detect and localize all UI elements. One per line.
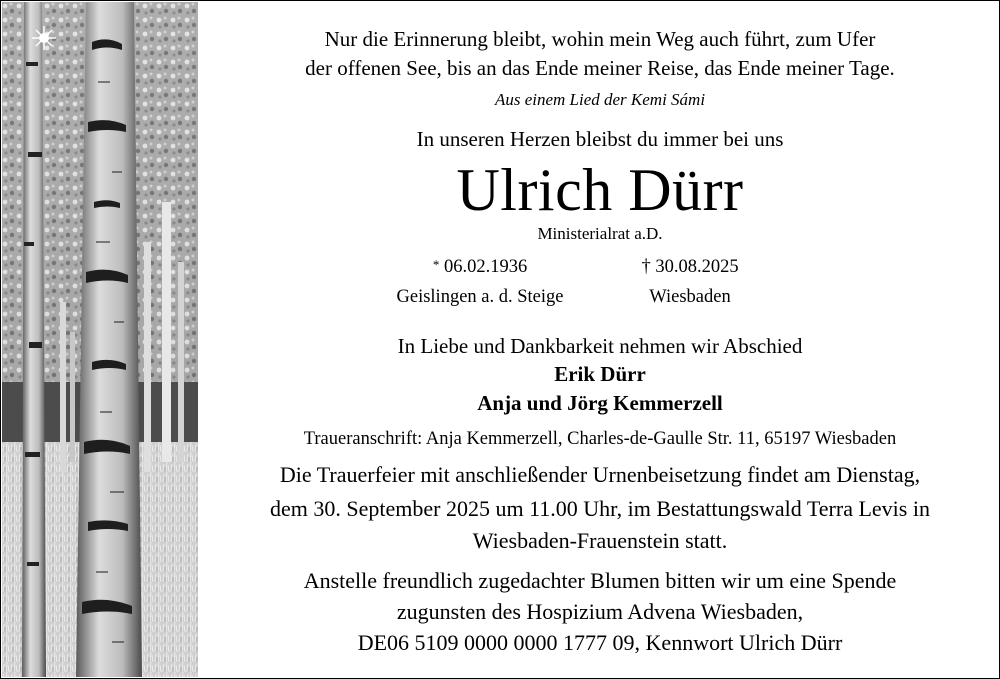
deceased-title: Ministerialrat a.D. [537, 224, 663, 243]
birch-forest-photo [2, 2, 198, 677]
mourning-address: Traueranschrift: Anja Kemmerzell, Charles-de-Gaulle Str. 11, 65197 Wiesbaden [303, 429, 897, 449]
ceremony-line-2: dem 30. September 2025 um 11.00 Uhr, im Bestattungswald Terra Levis in [270, 496, 930, 521]
ceremony-line-3: Wiesbaden-Frauenstein statt. [472, 528, 728, 553]
donation-line-1: Anstelle freundlich zugedachter Blumen bitten wir um eine Spende [303, 568, 897, 593]
notice-text [205, 0, 995, 679]
quote-line-2: der offenen See, bis an das Ende meiner Reise, das Ende meiner Tage. [305, 56, 895, 80]
birth-symbol: * [432, 257, 440, 272]
death-symbol: † [641, 257, 651, 277]
birth-date [375, 258, 585, 277]
mourner-2: Anja und Jörg Kemmerzell [477, 391, 723, 415]
intro-line: In unseren Herzen bleibst du immer bei uns [416, 127, 784, 151]
farewell-line: In Liebe und Dankbarkeit nehmen wir Abschied [397, 334, 803, 358]
donation-line-2: zugunsten des Hospizium Advena Wiesbaden, [396, 599, 804, 624]
donation-line-3: DE06 5109 0000 0000 1777 09, Kennwort Ulrich Dürr [357, 630, 843, 655]
death-date [605, 258, 775, 277]
deceased-name: Ulrich Dürr [456, 157, 744, 223]
death-date-value: 30.08.2025 [655, 257, 739, 277]
ceremony-line-1: Die Trauerfeier mit anschließender Urnenbeisetzung findet am Dienstag, [279, 462, 921, 487]
death-place: Wiesbaden [649, 287, 731, 307]
quote-source: Aus einem Lied der Kemi Sámi [494, 90, 706, 109]
mourner-1: Erik Dürr [554, 362, 646, 386]
birth-place: Geislingen a. d. Steige [396, 287, 564, 307]
birth-date-value: 06.02.1936 [443, 257, 528, 277]
quote-line-1: Nur die Erinnerung bleibt, wohin mein Weg auch führt, zum Ufer [324, 27, 876, 51]
